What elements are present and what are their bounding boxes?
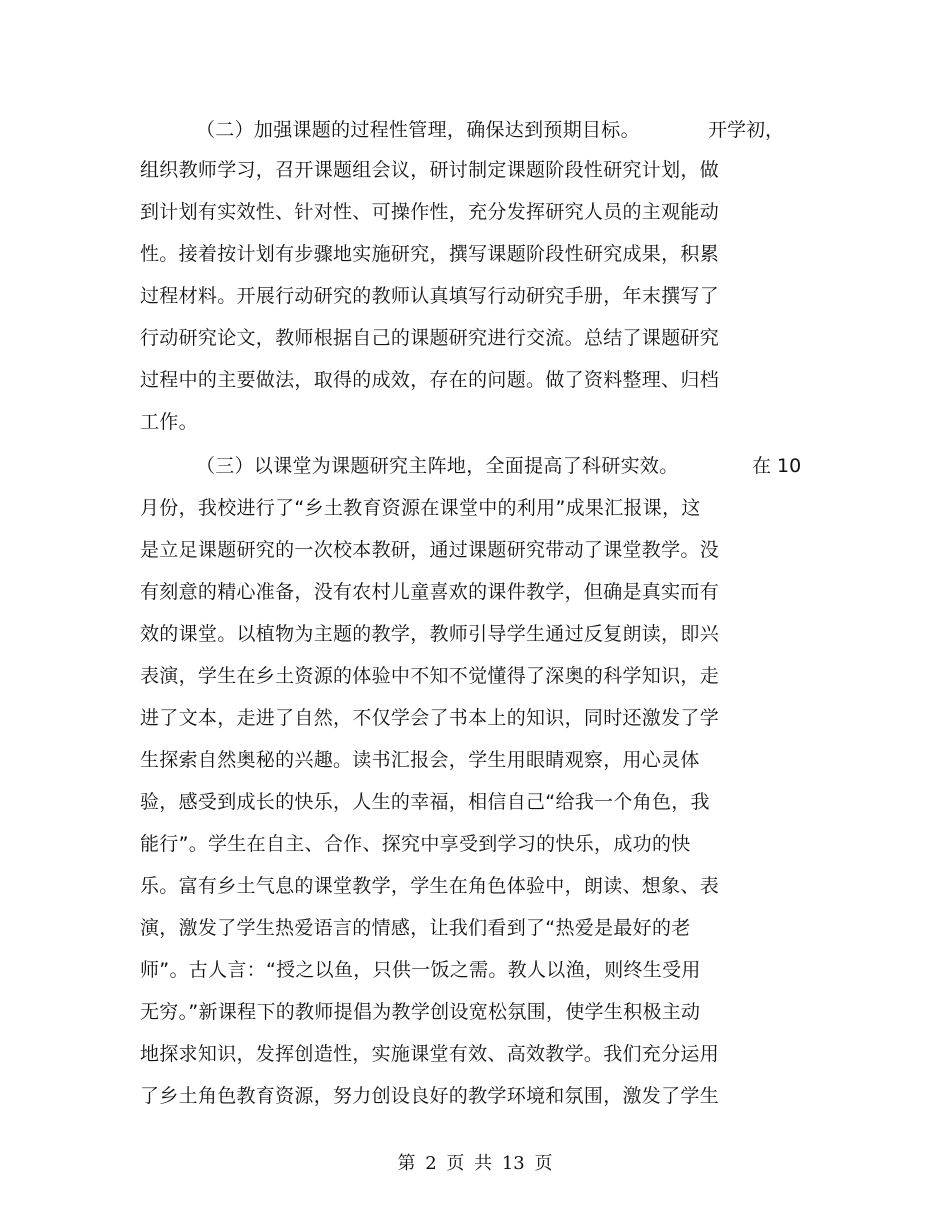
paragraph-2-line: 组织教师学习，召开课题组会议，研讨制定课题阶段性研究计划，做 — [140, 159, 720, 181]
paragraph-2-line: 过程中的主要做法，取得的成效，存在的问题。做了资料整理、归档 — [140, 369, 720, 391]
paragraph-3-line: 月份，我校进行了“乡土教育资源在课堂中的利用”成果汇报课，这 — [140, 497, 701, 519]
paragraph-3-line: 演，激发了学生热爱语言的情感，让我们看到了“热爱是最好的老 — [140, 917, 691, 939]
paragraph-3-heading-tail: 在 10 — [752, 455, 802, 477]
paragraph-3-line: 验，感受到成长的快乐，人生的幸福，相信自己“给我一个角色，我 — [140, 791, 710, 813]
paragraph-3-line: 表演，学生在乡土资源的体验中不知不觉懂得了深奥的科学知识，走 — [140, 665, 720, 687]
paragraph-3-line: 地探求知识，发挥创造性，实施课堂有效、高效教学。我们充分运用 — [140, 1043, 720, 1065]
paragraph-3-line: 能行”。学生在自主、合作、探究中享受到学习的快乐，成功的快 — [140, 833, 691, 855]
paragraph-2-line: 性。接着按计划有步骤地实施研究，撰写课题阶段性研究成果，积累 — [140, 243, 720, 265]
paragraph-2-heading: （二）加强课题的过程性管理，确保达到预期目标。 — [196, 119, 640, 141]
paragraph-2-line: 过程材料。开展行动研究的教师认真填写行动研究手册，年末撰写了 — [140, 285, 720, 307]
paragraph-3-line: 师”。古人言：“授之以鱼，只供一饭之需。教人以渔，则终生受用 — [140, 959, 701, 981]
paragraph-3-line: 生探索自然奥秘的兴趣。读书汇报会，学生用眼睛观察，用心灵体 — [140, 749, 700, 771]
paragraph-2-heading-tail: 开学初， — [708, 119, 785, 141]
paragraph-3-line: 了乡土角色教育资源，努力创设良好的教学环境和氛围，激发了学生 — [140, 1085, 720, 1107]
paragraph-3-line: 效的课堂。以植物为主题的教学，教师引导学生通过反复朗读，即兴 — [140, 623, 720, 645]
paragraph-2-line: 工作。 — [140, 411, 198, 433]
paragraph-3-line: 是立足课题研究的一次校本教研，通过课题研究带动了课堂教学。没 — [140, 539, 720, 561]
paragraph-3-line: 乐。富有乡土气息的课堂教学，学生在角色体验中，朗读、想象、表 — [140, 875, 720, 897]
paragraph-2-line: 行动研究论文，教师根据自己的课题研究进行交流。总结了课题研究 — [140, 327, 720, 349]
paragraph-3-line: 无穷。”新课程下的教师提倡为教学创设宽松氛围，使学生积极主动 — [140, 1001, 701, 1023]
paragraph-3-heading: （三）以课堂为课题研究主阵地，全面提高了科研实效。 — [196, 455, 679, 477]
paragraph-3-line: 进了文本，走进了自然，不仅学会了书本上的知识，同时还激发了学 — [140, 707, 720, 729]
paragraph-2-line: 到计划有实效性、针对性、可操作性，充分发挥研究人员的主观能动 — [140, 201, 720, 223]
paragraph-3-line: 有刻意的精心准备，没有农村儿童喜欢的课件教学，但确是真实而有 — [140, 581, 720, 603]
page-footer: 第 2 页 共 13 页 — [397, 1153, 553, 1174]
